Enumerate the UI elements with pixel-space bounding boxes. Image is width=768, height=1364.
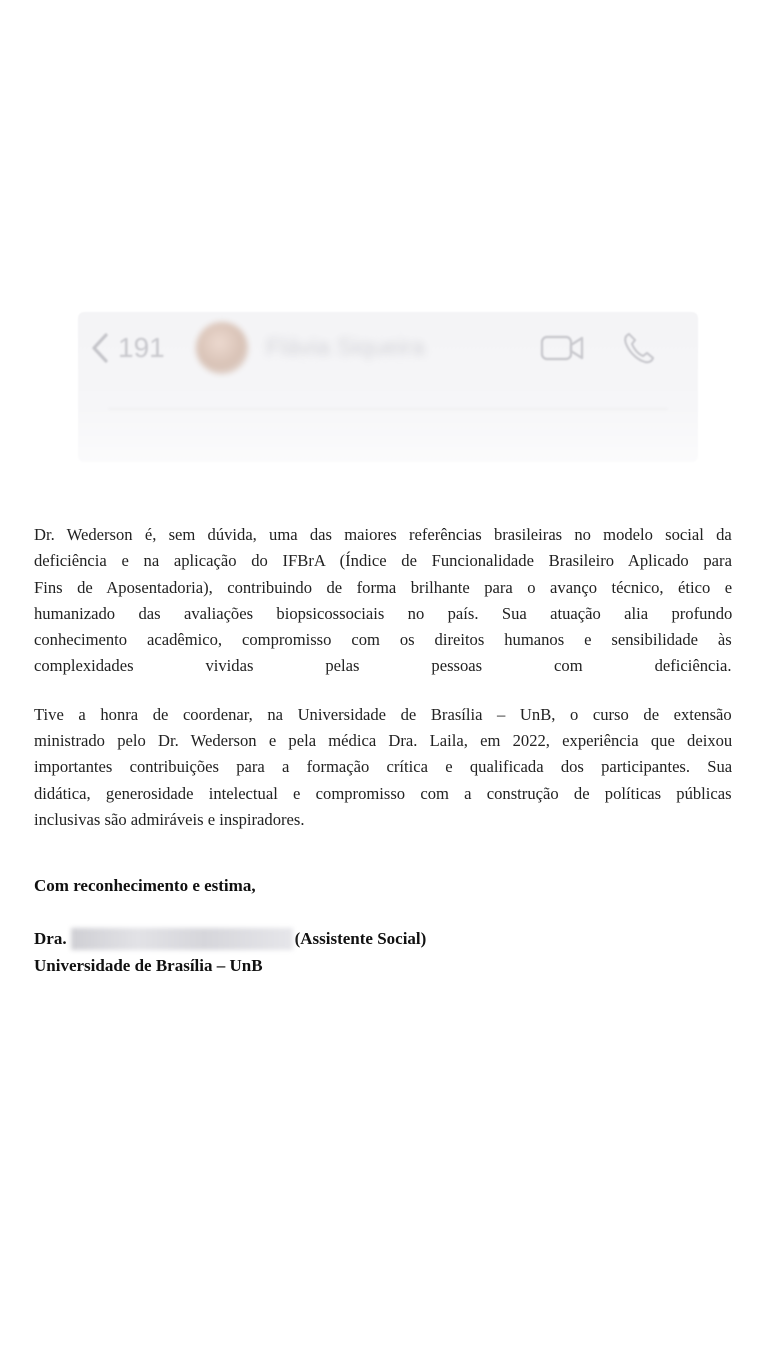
back-button[interactable] (90, 330, 165, 366)
redacted-name (71, 928, 293, 950)
chat-divider (108, 408, 668, 410)
paragraph-1 (34, 522, 732, 680)
paragraph-1-line: conhecimento acadêmico, compromisso com os direitos humanos e sensibilidade às (34, 630, 732, 650)
letter-body (34, 522, 732, 833)
paragraph-2-line: ministrado pelo Dr. Wederson e pela médica Dra. Laila, em 2022, experiência que deixou (34, 731, 732, 751)
paragraph-2-line: Tive a honra de coordenar, na Universidade de Brasília – UnB, o curso de extensão (34, 704, 732, 724)
paragraph-2-line: inclusivas são admiráveis e inspiradores. (34, 809, 305, 829)
signature-line (34, 928, 426, 950)
contact-name[interactable]: Flávia Siqueira (266, 334, 425, 361)
paragraph-2-line: didática, generosidade intelectual e compromisso com a construção de políticas públicas (34, 783, 732, 803)
back-count: 191 (118, 332, 165, 363)
closing-line: Com reconhecimento e estima, (34, 876, 256, 895)
paragraph-1-line: Dr. Wederson é, sem dúvida, uma das maiores referências brasileiras no modelo social da (34, 525, 732, 544)
chat-header-row (78, 312, 698, 384)
signature-role: (Assistente Social) (294, 929, 427, 948)
avatar[interactable] (196, 322, 248, 374)
paragraph-1-line: Fins de Aposentadoria), contribuindo de forma brilhante para o avanço técnico, ético e (34, 577, 732, 597)
video-camera-icon[interactable] (540, 332, 586, 364)
chevron-left-icon (90, 332, 110, 364)
paragraph-1-line: humanizado das avaliações biopsicossociais no país. Sua atuação alia profundo (34, 603, 732, 623)
paragraph-1-line: deficiência e na aplicação do IFBrA (Índice de Funcionalidade Brasileiro Aplicado para (34, 551, 732, 571)
phone-icon[interactable] (620, 330, 660, 366)
paragraph-2-line: importantes contribuições para a formação crítica e qualificada dos participantes. Sua (34, 757, 732, 777)
signature-prefix: Dra. (34, 929, 67, 948)
institution-line: Universidade de Brasília – UnB (34, 956, 263, 975)
chat-header (78, 312, 698, 462)
paragraph-1-line: complexidades vividas pelas pessoas com deficiência. (34, 656, 732, 676)
paragraph-2 (34, 702, 732, 833)
